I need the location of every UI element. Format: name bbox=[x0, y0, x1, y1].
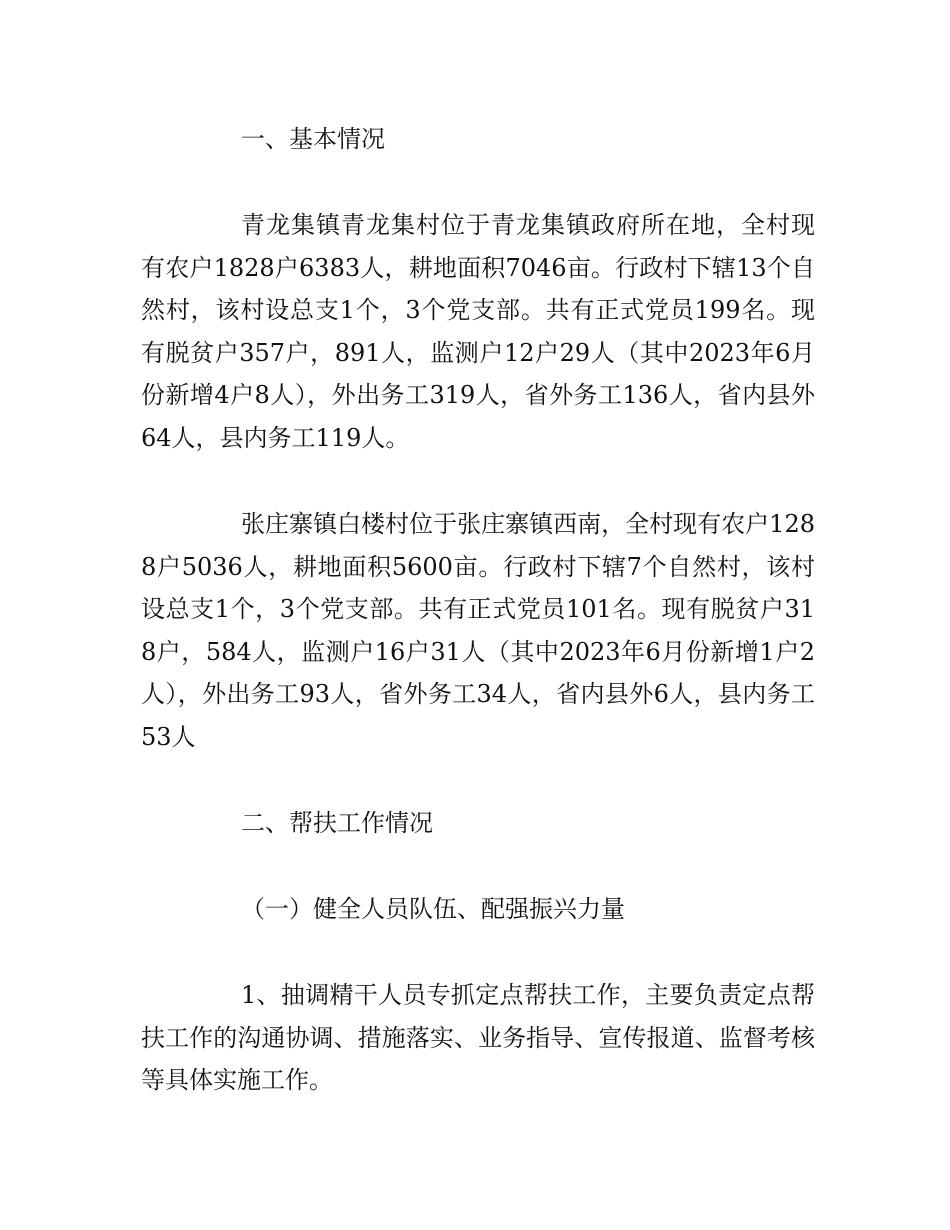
subsection-heading-staffing: （一）健全人员队伍、配强振兴力量 bbox=[241, 895, 625, 923]
spacer bbox=[141, 758, 815, 802]
spacer bbox=[141, 160, 815, 204]
paragraph-staff-assignment: 1、抽调精干人员专抓定点帮扶工作，主要负责定点帮扶工作的沟通协调、措施落实、业务指导、宣传报道、监督考核等具体实施工作。 bbox=[141, 981, 815, 1094]
document-body bbox=[141, 118, 815, 1102]
paragraph-bailou-village: 张庄寨镇白楼村位于张庄寨镇西南，全村现有农户1288户5036人，耕地面积5600亩。行政村下辖7个自然村，该村设总支1个，3个党支部。共有正式党员101名。现有脱贫户318户，584人，监测户16户31人（其中2023年6月份新增1户2人），外出务工93人，省外务工34人，省内县外6人，县内务工53人 bbox=[141, 510, 815, 751]
section-heading-basic-situation: 一、基本情况 bbox=[241, 125, 385, 153]
section-heading-assistance-work: 二、帮扶工作情况 bbox=[241, 809, 433, 837]
spacer bbox=[141, 459, 815, 503]
paragraph-qinglongji-village: 青龙集镇青龙集村位于青龙集镇政府所在地，全村现有农户1828户6383人，耕地面积7046亩。行政村下辖13个自然村，该村设总支1个，3个党支部。共有正式党员199名。现有脱贫户357户，891人，监测户12户29人（其中2023年6月份新增4户8人），外出务工319人，省外务工136人，省内县外64人，县内务工119人。 bbox=[141, 211, 815, 452]
spacer bbox=[141, 930, 815, 974]
spacer bbox=[141, 844, 815, 888]
